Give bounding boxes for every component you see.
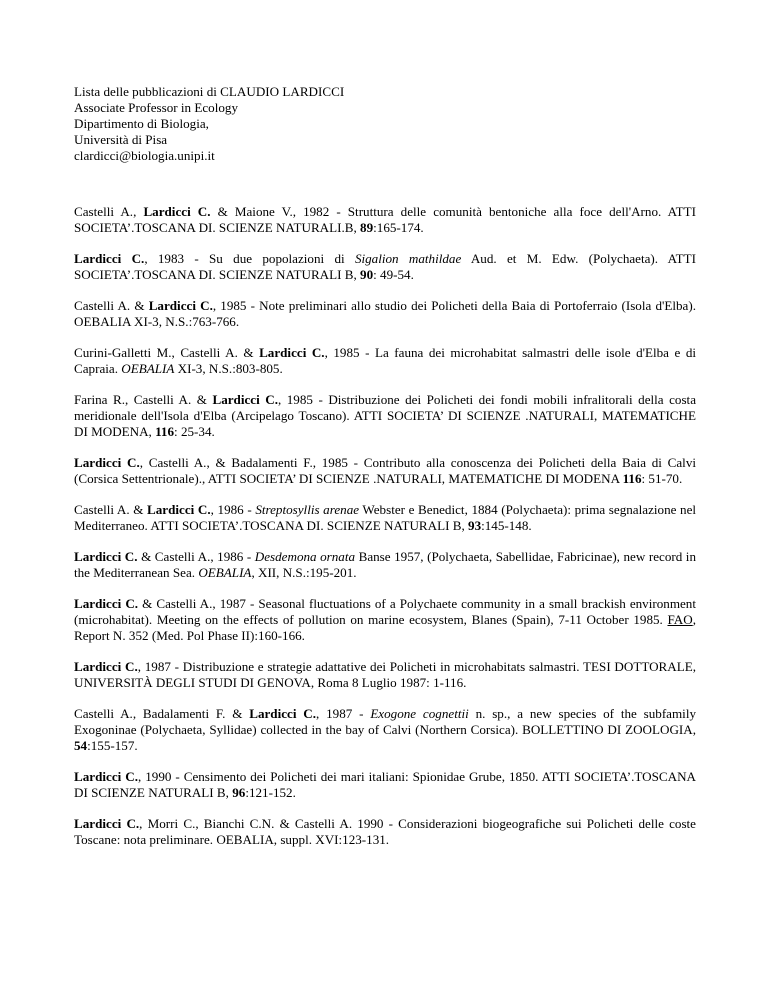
citation-text: , Morri C., Bianchi C.N. & Castelli A. 1990 - Considerazioni biogeografiche sui Policheti delle coste Toscane: nota preliminare. OEBALIA, suppl. XVI:123-131. <box>74 816 696 847</box>
publication-entry <box>74 204 696 236</box>
author-highlight: 54 <box>74 738 88 753</box>
citation-text: : 49-54. <box>373 267 414 282</box>
citation-text: Castelli A. & <box>74 502 148 517</box>
publication-entry <box>74 816 696 848</box>
citation-text: Castelli A. & <box>74 298 149 313</box>
citation-text: Aud. et M. Edw. (Polychaeta). ATTI SOCIETA’.TOSCANA DI. SCIENZE NATURALI B, <box>74 251 697 282</box>
publication-list <box>74 204 696 848</box>
author-highlight: 89 <box>360 220 374 235</box>
citation-text: XI-3, N.S.:803-805. <box>174 361 283 376</box>
publication-entry <box>74 345 696 377</box>
author-highlight: 116 <box>155 424 175 439</box>
publication-entry <box>74 502 696 534</box>
author-highlight: Lardicci C. <box>147 502 211 517</box>
citation-text: :121-152. <box>245 785 296 800</box>
publication-entry <box>74 659 696 691</box>
author-highlight: Lardicci C. <box>74 251 145 266</box>
author-highlight: 93 <box>468 518 482 533</box>
citation-text: , 1985 - La fauna dei microhabitat salmastri delle isole d'Elba e di Capraia. <box>74 345 697 376</box>
citation-text: , 1987 - Distribuzione e strategie adattative dei Policheti in microhabitats salmastri. TESI DOTTORALE, UNIVERSITÀ DEGLI STUDI DI GENOVA, Roma 8 Luglio 1987: 1-116. <box>74 659 696 690</box>
citation-text: :145-148. <box>481 518 532 533</box>
document-title: Lista delle pubblicazioni di CLAUDIO LARDICCI <box>74 84 345 99</box>
citation-text: & Maione V., 1982 - Struttura delle comunità bentoniche alla foce dell'Arno. ATTI SOCIETA’.TOSCANA DI. SCIENZE NATURALI.B, <box>74 204 696 235</box>
citation-text: , Castelli A., & Badalamenti F., 1985 - Contributo alla conoscenza dei Policheti della Baia di Calvi (Corsica Settentrionale)., ATTI SOCIETA’ DI SCIENZE .NATURALI, MATEMATICHE DI MODENA <box>74 455 697 486</box>
citation-text: & Castelli A., 1987 - Seasonal fluctuations of a Polychaete community in a small brackish environment (microhabitat). Meeting on the effects of pollution on marine ecosystem, Blanes (Spain), 7-11 October 1985. <box>74 596 696 627</box>
author-highlight: Lardicci C. <box>74 596 139 611</box>
citation-text: , 1985 - Note preliminari allo studio dei Policheti della Baia di Portoferraio (Isola d'Elba). OEBALIA XI-3, N.S.:763-766. <box>74 298 696 329</box>
document-page <box>74 84 696 863</box>
citation-text: , 1990 - Censimento dei Policheti dei mari italiani: Spionidae Grube, 1850. ATTI SOCIETA’.TOSCANA DI SCIENZE NATURALI B, <box>74 769 696 800</box>
citation-text: , 1986 - <box>210 502 256 517</box>
author-highlight: Lardicci C. <box>74 659 138 674</box>
italic-text: Streptosyllis arenae <box>255 502 360 517</box>
author-highlight: 90 <box>360 267 374 282</box>
author-highlight: Lardicci C. <box>74 455 140 470</box>
citation-text: : 25-34. <box>174 424 215 439</box>
citation-text: , 1987 - <box>316 706 371 721</box>
author-highlight: Lardicci C. <box>212 392 278 407</box>
publication-entry <box>74 455 696 487</box>
citation-text: :165-174. <box>373 220 424 235</box>
italic-text: OEBALIA <box>198 565 252 580</box>
citation-text: Castelli A., <box>74 204 144 219</box>
publication-entry <box>74 769 696 801</box>
citation-text: Curini-Galletti M., Castelli A. & <box>74 345 260 360</box>
citation-text: , 1983 - Su due popolazioni di <box>144 251 355 266</box>
author-email: clardicci@biologia.unipi.it <box>74 148 215 163</box>
author-highlight: Lardicci C. <box>259 345 325 360</box>
citation-text: Banse 1957, (Polychaeta, Sabellidae, Fabricinae), new record in the Mediterranean Sea. <box>74 549 696 580</box>
publication-entry <box>74 596 696 644</box>
author-highlight: Lardicci C. <box>249 706 317 721</box>
author-highlight: Lardicci C. <box>143 204 211 219</box>
publication-entry <box>74 392 696 440</box>
author-highlight: Lardicci C. <box>74 816 140 831</box>
italic-text: Exogone cognettii <box>370 706 469 721</box>
citation-text: : 51-70. <box>641 471 683 486</box>
italic-text: OEBALIA <box>121 361 175 376</box>
citation-text: , Report N. 352 (Med. Pol Phase II):160-166. <box>74 612 696 643</box>
citation-text: :155-157. <box>87 738 138 753</box>
author-position: Associate Professor in Ecology <box>74 100 239 115</box>
italic-text: Desdemona ornata <box>254 549 356 564</box>
author-university: Università di Pisa <box>74 132 168 147</box>
publication-entry <box>74 549 696 581</box>
underlined-text: FAO <box>667 612 693 627</box>
citation-text: Castelli A., Badalamenti F. & <box>74 706 250 721</box>
author-highlight: 116 <box>622 471 642 486</box>
citation-text: Webster e Benedict, 1884 (Polychaeta): prima segnalazione nel Mediterraneo. ATTI SOCIETA’.TOSCANA DI. SCIENZE NATURALI B, <box>74 502 697 533</box>
author-highlight: Lardicci C. <box>148 298 213 313</box>
citation-text: , XII, N.S.:195-201. <box>251 565 357 580</box>
author-department: Dipartimento di Biologia, <box>74 116 209 131</box>
publication-entry <box>74 251 696 283</box>
citation-text: Farina R., Castelli A. & <box>74 392 213 407</box>
citation-text: , 1985 - Distribuzione dei Policheti dei fondi mobili infralitorali della costa meridionale dell'Isola d'Elba (Arcipelago Toscano). ATTI SOCIETA’ DI SCIENZE .NATURALI, MATEMATICHE DI MODENA, <box>74 392 697 439</box>
author-highlight: Lardicci C. <box>74 769 138 784</box>
author-highlight: Lardicci C. <box>74 549 138 564</box>
publication-entry <box>74 298 696 330</box>
citation-text: n. sp., a new species of the subfamily Exogoninae (Polychaeta, Syllidae) collected in the bay of Calvi (Northern Corsica). BOLLETTINO DI ZOOLOGIA, <box>74 706 696 737</box>
italic-text: Sigalion mathildae <box>354 251 462 266</box>
citation-text: & Castelli A., 1986 - <box>137 549 255 564</box>
author-header <box>74 84 696 164</box>
publication-entry <box>74 706 696 754</box>
author-highlight: 96 <box>232 785 246 800</box>
